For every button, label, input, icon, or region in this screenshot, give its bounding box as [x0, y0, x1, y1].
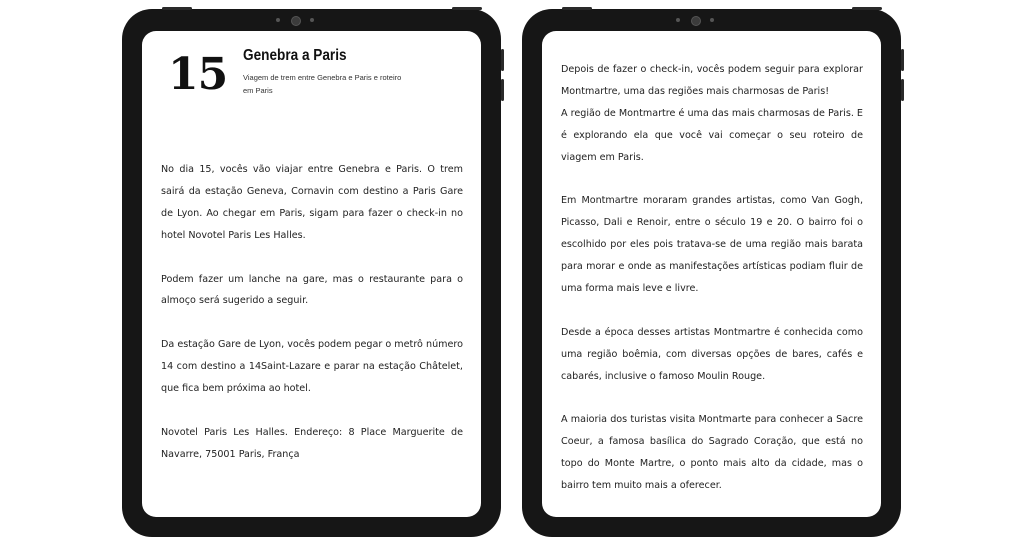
- tablet-sensor-icon: [710, 18, 714, 22]
- tablet-top-button: [452, 7, 482, 10]
- paragraph: A região de Montmartre é uma das mais charmosas de Paris. E é explorando ela que você vai começar o seu roteiro de viagem em Paris.: [561, 107, 863, 163]
- tablet-screen-left: [142, 31, 481, 517]
- tablet-right: [522, 9, 901, 537]
- tablet-sensor-icon: [676, 18, 680, 22]
- day-number: 15: [168, 49, 228, 100]
- paragraph: Da estação Gare de Lyon, vocês podem pegar o metrô número 14 com destino a 14Saint-Lazare e parar na estação Châtelet, que fica bem próxima ao hotel.: [161, 339, 463, 395]
- tablet-side-button: [501, 79, 504, 101]
- tablet-top-button: [162, 7, 192, 10]
- tablet-side-button: [901, 49, 904, 71]
- tablet-camera-icon: [691, 16, 701, 26]
- tablet-camera-icon: [291, 16, 301, 26]
- tablet-top-button: [562, 7, 592, 10]
- tablet-top-button: [852, 7, 882, 10]
- page-title: Genebra a Paris: [243, 47, 347, 64]
- paragraph: Podem fazer um lanche na gare, mas o restaurante para o almoço será sugerido a seguir.: [161, 273, 463, 307]
- tablet-screen-right: [542, 31, 881, 517]
- paragraph: A maioria dos turistas visita Montmarte para conhecer a Sacre Coeur, a famosa basílica do Sagrado Coração, que está no topo do Monte Martre, o ponto mais alto da cidade, mas o bairro tem muito mais a oferecer.: [561, 414, 863, 492]
- paragraph: Depois de fazer o check-in, vocês podem seguir para explorar Montmartre, uma das regiões mais charmosas de Paris!: [561, 64, 863, 97]
- tablet-sensor-icon: [310, 18, 314, 22]
- tablet-side-button: [901, 79, 904, 101]
- paragraph: No dia 15, vocês vão viajar entre Genebra e Paris. O trem sairá da estação Geneva, Cornavin com destino a Paris Gare de Lyon. Ao chegar em Paris, sigam para fazer o check-in no hotel Novotel Paris Les Halles.: [161, 164, 463, 241]
- tablet-left: [122, 9, 501, 537]
- paragraph: Em Montmartre moraram grandes artistas, como Van Gogh, Picasso, Dali e Renoir, entre o século 19 e 20. O bairro foi o escolhido por eles pois tratava-se de uma região mais barata para morar e onde as manifestações artísticas podiam fluir de uma forma mais leve e livre.: [561, 195, 863, 295]
- tablet-side-button: [501, 49, 504, 71]
- tablet-sensor-icon: [276, 18, 280, 22]
- page-body: [161, 159, 463, 488]
- page-subtitle: Viagem de trem entre Genebra e Paris e roteiro em Paris: [243, 73, 402, 95]
- page-body: [561, 59, 863, 517]
- paragraph: Desde a época desses artistas Montmartre é conhecida como uma região boêmia, com diversas opções de bares, cafés e cabarés, inclusive o famoso Moulin Rouge.: [561, 326, 863, 382]
- paragraph: Novotel Paris Les Halles. Endereço: 8 Place Marguerite de Navarre, 75001 Paris, França: [161, 426, 463, 460]
